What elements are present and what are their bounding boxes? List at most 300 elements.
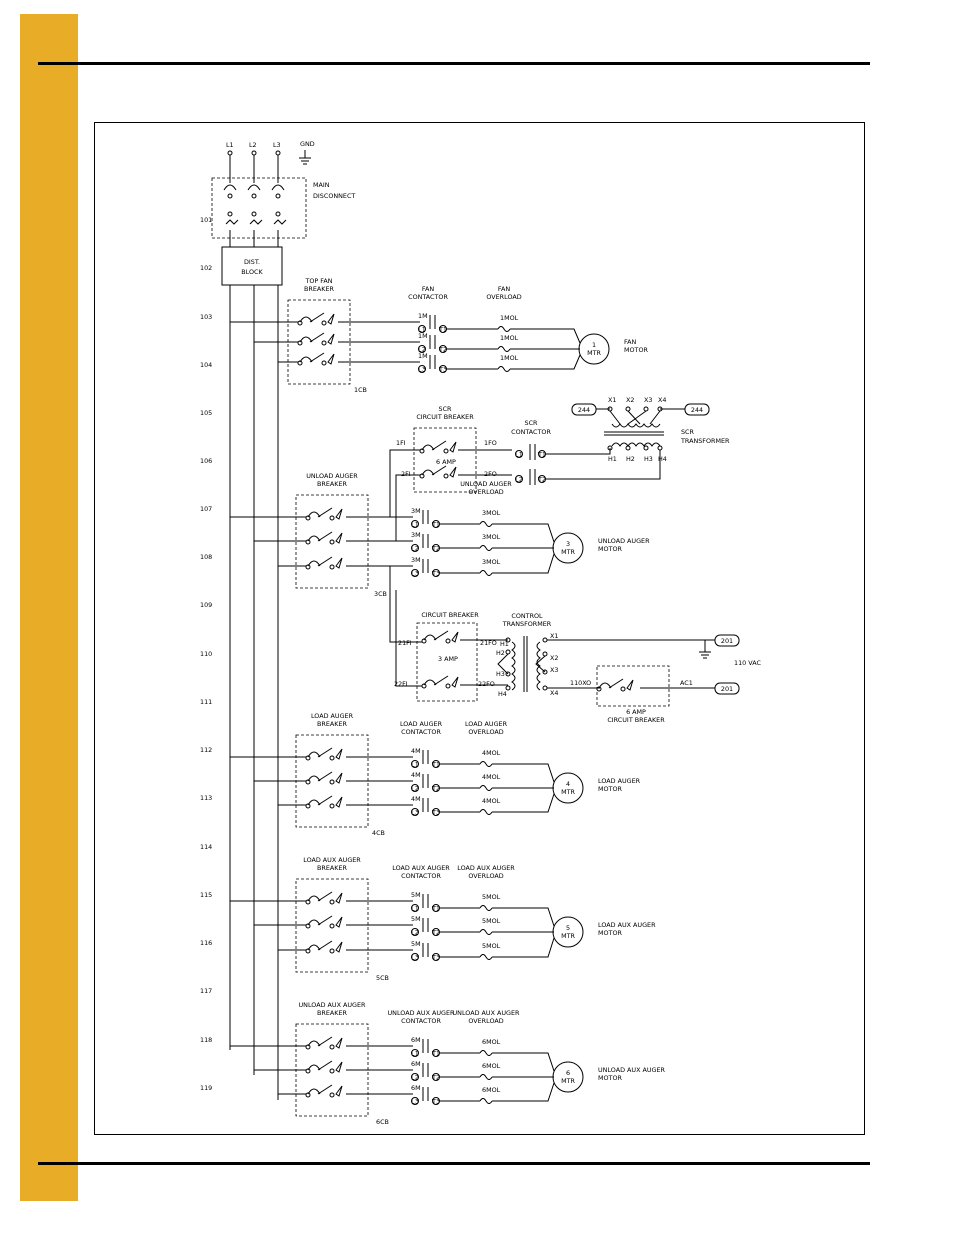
breaker-blade	[318, 1061, 332, 1070]
contactor-label: CONTACTOR	[401, 872, 441, 880]
motor-label: UNLOAD AUGER	[598, 537, 650, 545]
contact	[330, 540, 334, 544]
rung-number: 116	[200, 939, 213, 947]
contact	[330, 756, 334, 760]
contact	[330, 565, 334, 569]
overload-tag: 4MOL	[482, 773, 501, 781]
breaker-label: BREAKER	[317, 1009, 347, 1017]
coil-label: 6M	[411, 1084, 421, 1092]
breaker-blade	[432, 441, 446, 450]
motor-label: LOAD AUGER	[598, 777, 641, 785]
overload-label: OVERLOAD	[486, 293, 522, 301]
coil-label: 1M	[418, 352, 428, 360]
breaker-arc	[424, 680, 436, 685]
l1-label: L1	[226, 141, 234, 149]
breaker-label: UNLOAD AUGER	[306, 472, 358, 480]
coil-label: 5M	[411, 940, 421, 948]
rung-number: 110	[200, 650, 213, 658]
breaker-blade	[318, 557, 332, 566]
breaker-tag: 5CB	[376, 974, 389, 982]
overload-heater	[498, 327, 510, 332]
cb-6amp-box	[597, 666, 669, 706]
thermal-trip	[452, 632, 458, 642]
tap	[543, 652, 547, 656]
rung-number: 106	[200, 457, 213, 465]
breaker-blade	[318, 892, 332, 901]
contact	[252, 194, 256, 198]
contact	[330, 780, 334, 784]
overload-tag: 5MOL	[482, 942, 501, 950]
breaker-blade	[310, 313, 324, 322]
gnd-label: GND	[300, 140, 315, 148]
breaker-tag: 1CB	[354, 386, 367, 394]
terminal-id: T2	[432, 1073, 440, 1082]
contact	[330, 949, 334, 953]
motor-number: 3	[565, 540, 571, 548]
motor-lead	[492, 1083, 554, 1101]
terminal-id: L2	[411, 1073, 419, 1082]
overload-tag: 3MOL	[482, 509, 501, 517]
scr-contactor-label: CONTACTOR	[511, 428, 551, 436]
overload-tag: 3MOL	[482, 533, 501, 541]
terminal-id: T2	[432, 784, 440, 793]
wire-number: 21FI	[398, 639, 412, 647]
wire-number: 22FO	[478, 680, 495, 688]
coil-label: 6M	[411, 1036, 421, 1044]
dist-block-label: DIST.	[243, 258, 261, 266]
breaker-blade	[310, 333, 324, 342]
contact	[330, 1045, 334, 1049]
coil-label: 6M	[411, 1060, 421, 1068]
main-disconnect-label: DISCONNECT	[313, 192, 356, 200]
breaker-blade	[318, 1037, 332, 1046]
breaker-blade	[310, 353, 324, 362]
breaker-arc	[422, 445, 434, 450]
overload-tag: 1MOL	[500, 334, 519, 342]
motor-tag: MTR	[561, 788, 575, 796]
thermal-trip	[336, 1086, 342, 1096]
rung-number: 101	[200, 216, 213, 224]
terminal-id: T1	[538, 450, 546, 459]
breaker-blade	[318, 941, 332, 950]
breaker-label: TOP FAN	[305, 277, 333, 285]
breaker-label: UNLOAD AUX AUGER	[298, 1001, 366, 1009]
terminal-id: T2	[432, 544, 440, 553]
motor-label: MOTOR	[624, 346, 648, 354]
overload-heater	[480, 1051, 492, 1056]
overload-heater	[498, 347, 510, 352]
terminal-id: T3	[432, 569, 440, 578]
wire-number: 110XO	[570, 679, 592, 687]
breaker-arc	[308, 536, 320, 541]
rung-number: 102	[200, 264, 213, 272]
thermal-trip	[336, 893, 342, 903]
overload-tag: 6MOL	[482, 1086, 501, 1094]
rung-number: 117	[200, 987, 213, 995]
breaker-arc	[300, 317, 312, 322]
contact	[446, 639, 450, 643]
overload-label: UNLOAD AUX AUGER	[452, 1009, 520, 1017]
ref-201: 201	[720, 685, 734, 693]
wire-number: 1FI	[396, 439, 406, 447]
breaker-blade	[432, 466, 446, 475]
tap-label: X4	[658, 396, 667, 404]
overload-heater	[480, 522, 492, 527]
motor-tag: MTR	[587, 349, 601, 357]
terminal-id: T1	[432, 520, 440, 529]
breaker-blade	[318, 916, 332, 925]
terminal-id: L3	[411, 808, 419, 817]
terminal-id: L2	[411, 784, 419, 793]
wires-layer	[212, 150, 739, 1116]
motor-number: 5	[565, 924, 571, 932]
tap-label: H4	[658, 455, 667, 463]
scr-wire	[628, 411, 640, 424]
contact	[228, 194, 232, 198]
breaker-blade	[609, 679, 623, 688]
rung-number: 107	[200, 505, 213, 513]
breaker-arc	[300, 337, 312, 342]
terminal-id: L1	[515, 450, 523, 459]
labels-layer	[200, 140, 761, 1126]
thermal-trip	[328, 314, 334, 324]
terminal-id: T1	[439, 325, 447, 334]
breaker-arc	[308, 561, 320, 566]
motor-lead	[510, 355, 580, 369]
scr-contactor-label: SCR	[524, 419, 538, 427]
breaker-arc	[308, 1041, 320, 1046]
terminal-id: T3	[432, 808, 440, 817]
overload-tag: 4MOL	[482, 749, 501, 757]
tap	[543, 686, 547, 690]
breaker-arc	[300, 357, 312, 362]
thermal-trip	[336, 1062, 342, 1072]
motor-label: LOAD AUX AUGER	[598, 921, 656, 929]
scr-wire	[650, 411, 660, 424]
overload-heater	[480, 546, 492, 551]
supply-terminal	[276, 151, 280, 155]
supply-terminal	[228, 151, 232, 155]
overload-tag: 3MOL	[482, 558, 501, 566]
breaker-label: LOAD AUX AUGER	[303, 856, 361, 864]
motor-lead	[492, 794, 554, 812]
overload-tag: 6MOL	[482, 1038, 501, 1046]
overload-heater	[480, 930, 492, 935]
main-disconnect-label: MAIN	[313, 181, 330, 189]
scr-transformer-label: TRANSFORMER	[681, 437, 730, 445]
coil-label: 3M	[411, 556, 421, 564]
terminal-id: T3	[432, 953, 440, 962]
contact	[322, 321, 326, 325]
breaker-tag: 4CB	[372, 829, 385, 837]
overload-label: OVERLOAD	[468, 872, 504, 880]
contact	[444, 474, 448, 478]
contact	[322, 341, 326, 345]
wire-number: AC1	[680, 679, 693, 687]
tap	[644, 446, 648, 450]
overload-label: OVERLOAD	[468, 1017, 504, 1025]
control-primary	[512, 642, 515, 690]
l2-label: L2	[249, 141, 257, 149]
breaker-blade	[434, 676, 448, 685]
tap	[543, 638, 547, 642]
tap-label: H3	[644, 455, 653, 463]
contact	[330, 804, 334, 808]
overload-heater	[498, 367, 510, 372]
overload-tag: 6MOL	[482, 1062, 501, 1070]
rung-number: 112	[200, 746, 213, 754]
disconnect-arc	[248, 185, 260, 190]
thermal-trip	[328, 334, 334, 344]
control-transformer-label: TRANSFORMER	[502, 620, 552, 628]
contact	[444, 449, 448, 453]
breaker-arc	[308, 920, 320, 925]
breaker-label: LOAD AUGER	[310, 712, 354, 720]
overload-tag: 1MOL	[500, 314, 519, 322]
rung-number: 109	[200, 601, 213, 609]
terminal-id: L2	[515, 475, 523, 484]
motor-label: FAN	[624, 338, 637, 346]
tap-label: X2	[626, 396, 635, 404]
thermal-trip	[450, 442, 456, 452]
breaker-label: BREAKER	[304, 285, 334, 293]
breaker-label: BREAKER	[317, 480, 347, 488]
breaker-arc	[424, 635, 436, 640]
tap-label: H1	[608, 455, 617, 463]
rung-number: 115	[200, 891, 213, 899]
breaker-blade	[434, 631, 448, 640]
tap-label: X4	[550, 689, 559, 697]
coil-label: 1M	[418, 312, 428, 320]
thermal-trip	[336, 558, 342, 568]
wire-number: 2FO	[484, 470, 497, 478]
scr-wire	[546, 448, 610, 454]
contact	[330, 1093, 334, 1097]
overload-label: FAN	[497, 285, 511, 293]
contact	[330, 1069, 334, 1073]
thermal-trip	[450, 467, 456, 477]
contact	[252, 212, 256, 216]
thermal-trip	[452, 677, 458, 687]
contactor-label: CONTACTOR	[408, 293, 448, 301]
rung-number: 111	[200, 698, 213, 706]
overload-label: UNLOAD AUGER	[460, 480, 512, 488]
terminal-id: T1	[432, 760, 440, 769]
thermal-trip	[336, 509, 342, 519]
rung-number: 103	[200, 313, 213, 321]
motor-tag: MTR	[561, 932, 575, 940]
overload-heater	[480, 786, 492, 791]
overload-tag: 1MOL	[500, 354, 519, 362]
terminal-id: L2	[418, 345, 426, 354]
dist-block-label: BLOCK	[241, 268, 263, 276]
terminal-id: T1	[432, 1049, 440, 1058]
terminal-id: L1	[411, 760, 419, 769]
motor-lead	[510, 329, 580, 343]
tap-label: X3	[550, 666, 559, 674]
overload-tag: 4MOL	[482, 797, 501, 805]
rung-number: 114	[200, 843, 213, 851]
fuse	[274, 220, 286, 224]
breaker-blade	[318, 1085, 332, 1094]
breaker-tag: 3CB	[374, 590, 387, 598]
motor-number: 4	[565, 780, 571, 788]
contact	[330, 900, 334, 904]
thermal-trip	[336, 797, 342, 807]
overload-tag: 5MOL	[482, 893, 501, 901]
breaker-tag: 6CB	[376, 1118, 389, 1126]
coil-label: 4M	[411, 771, 421, 779]
contact	[330, 516, 334, 520]
motor-tag: MTR	[561, 548, 575, 556]
dist-block-box	[222, 247, 282, 285]
coil-label: 3M	[411, 531, 421, 539]
thermal-trip	[336, 773, 342, 783]
disconnect-arc	[272, 185, 284, 190]
supply-terminal	[252, 151, 256, 155]
breaker-arc	[308, 512, 320, 517]
tap-label: X3	[644, 396, 653, 404]
contact	[330, 924, 334, 928]
overload-heater	[480, 571, 492, 576]
overload-label: LOAD AUGER	[464, 720, 508, 728]
overload-heater	[480, 810, 492, 815]
breaker-label: BREAKER	[317, 720, 347, 728]
terminal-id: L1	[411, 904, 419, 913]
terminal-id: T1	[432, 904, 440, 913]
thermal-trip	[627, 680, 633, 690]
breaker-arc	[308, 1065, 320, 1070]
contactor-label: LOAD AUGER	[399, 720, 443, 728]
terminal-id: L3	[411, 1097, 419, 1106]
motor-label: MOTOR	[598, 785, 622, 793]
cb-6amp-label: CIRCUIT BREAKER	[607, 716, 665, 724]
rung-number: 118	[200, 1036, 213, 1044]
rung-number: 119	[200, 1084, 213, 1092]
motor-label: MOTOR	[598, 545, 622, 553]
rung-number: 113	[200, 794, 213, 802]
breaker-arc	[308, 896, 320, 901]
overload-heater	[480, 1099, 492, 1104]
contactor-label: CONTACTOR	[401, 728, 441, 736]
breaker-arc	[308, 1089, 320, 1094]
contact	[276, 194, 280, 198]
breaker-blade	[318, 796, 332, 805]
wire-number: 2FI	[401, 470, 411, 478]
breaker-arc	[599, 683, 611, 688]
motor-lead	[492, 938, 554, 957]
disconnect-arc	[224, 185, 236, 190]
thermal-trip	[336, 533, 342, 543]
tap	[626, 407, 630, 411]
terminal-id: L3	[411, 953, 419, 962]
breaker-arc	[308, 800, 320, 805]
rung-number: 105	[200, 409, 213, 417]
motor-lead	[492, 1053, 554, 1071]
terminal-id: T2	[432, 928, 440, 937]
amp-rating: 3 AMP	[438, 655, 458, 663]
terminal-id: L2	[411, 544, 419, 553]
contactor-label: LOAD AUX AUGER	[392, 864, 450, 872]
vac-label: 110 VAC	[734, 659, 761, 667]
breaker-arc	[308, 752, 320, 757]
overload-heater	[480, 762, 492, 767]
overload-heater	[480, 955, 492, 960]
scr-transformer-label: SCR	[681, 428, 694, 436]
breaker-blade	[318, 532, 332, 541]
tap-label: H2	[496, 649, 505, 657]
terminal-id: L1	[411, 1049, 419, 1058]
l3-label: L3	[273, 141, 281, 149]
overload-label: OVERLOAD	[468, 728, 504, 736]
breaker-blade	[318, 748, 332, 757]
thermal-trip	[336, 917, 342, 927]
contactor-label: UNLOAD AUX AUGER	[387, 1009, 455, 1017]
fuse	[226, 220, 238, 224]
fuse	[250, 220, 262, 224]
motor-number: 1	[591, 341, 597, 349]
tap-label: X2	[550, 654, 559, 662]
terminal-id: T3	[439, 365, 447, 374]
coil-label: 4M	[411, 747, 421, 755]
tap	[506, 650, 510, 654]
terminal-id: L2	[411, 928, 419, 937]
contactor-label: FAN	[421, 285, 435, 293]
motor-lead	[492, 554, 554, 573]
tap-label: H2	[626, 455, 635, 463]
control-feed	[396, 590, 422, 686]
tap-label: H3	[496, 670, 505, 678]
contact	[322, 361, 326, 365]
terminal-id: T2	[439, 345, 447, 354]
thermal-trip	[336, 1038, 342, 1048]
ref-244: 244	[690, 406, 704, 414]
tap-label: X1	[550, 632, 559, 640]
breaker-arc	[422, 470, 434, 475]
breaker-arc	[308, 945, 320, 950]
terminal-id: L3	[411, 569, 419, 578]
tap	[658, 446, 662, 450]
cb-6amp-label: 6 AMP	[626, 708, 646, 716]
control-transformer-label: CONTROL	[511, 612, 543, 620]
secondary-winding	[612, 424, 660, 427]
contact	[276, 212, 280, 216]
motor-label: MOTOR	[598, 1074, 622, 1082]
motor-lead	[492, 764, 554, 782]
thermal-trip	[336, 749, 342, 759]
breaker-arc	[308, 776, 320, 781]
amp-rating: 6 AMP	[436, 458, 456, 466]
tap-label: H4	[498, 690, 507, 698]
contact	[446, 684, 450, 688]
ref-244: 244	[577, 406, 591, 414]
coil-label: 3M	[411, 507, 421, 515]
tap-label: H1	[500, 640, 509, 648]
overload-heater	[480, 906, 492, 911]
motor-tag: MTR	[561, 1077, 575, 1085]
rung-number: 108	[200, 553, 213, 561]
primary-winding	[612, 443, 660, 446]
terminal-id: L3	[418, 365, 426, 374]
thermal-trip	[328, 354, 334, 364]
terminal-id: L1	[418, 325, 426, 334]
breaker-blade	[318, 772, 332, 781]
overload-tag: 5MOL	[482, 917, 501, 925]
terminal-id: T3	[432, 1097, 440, 1106]
scr-breaker-label: SCR	[438, 405, 452, 413]
motor-lead	[492, 524, 554, 542]
motor-label: MOTOR	[598, 929, 622, 937]
